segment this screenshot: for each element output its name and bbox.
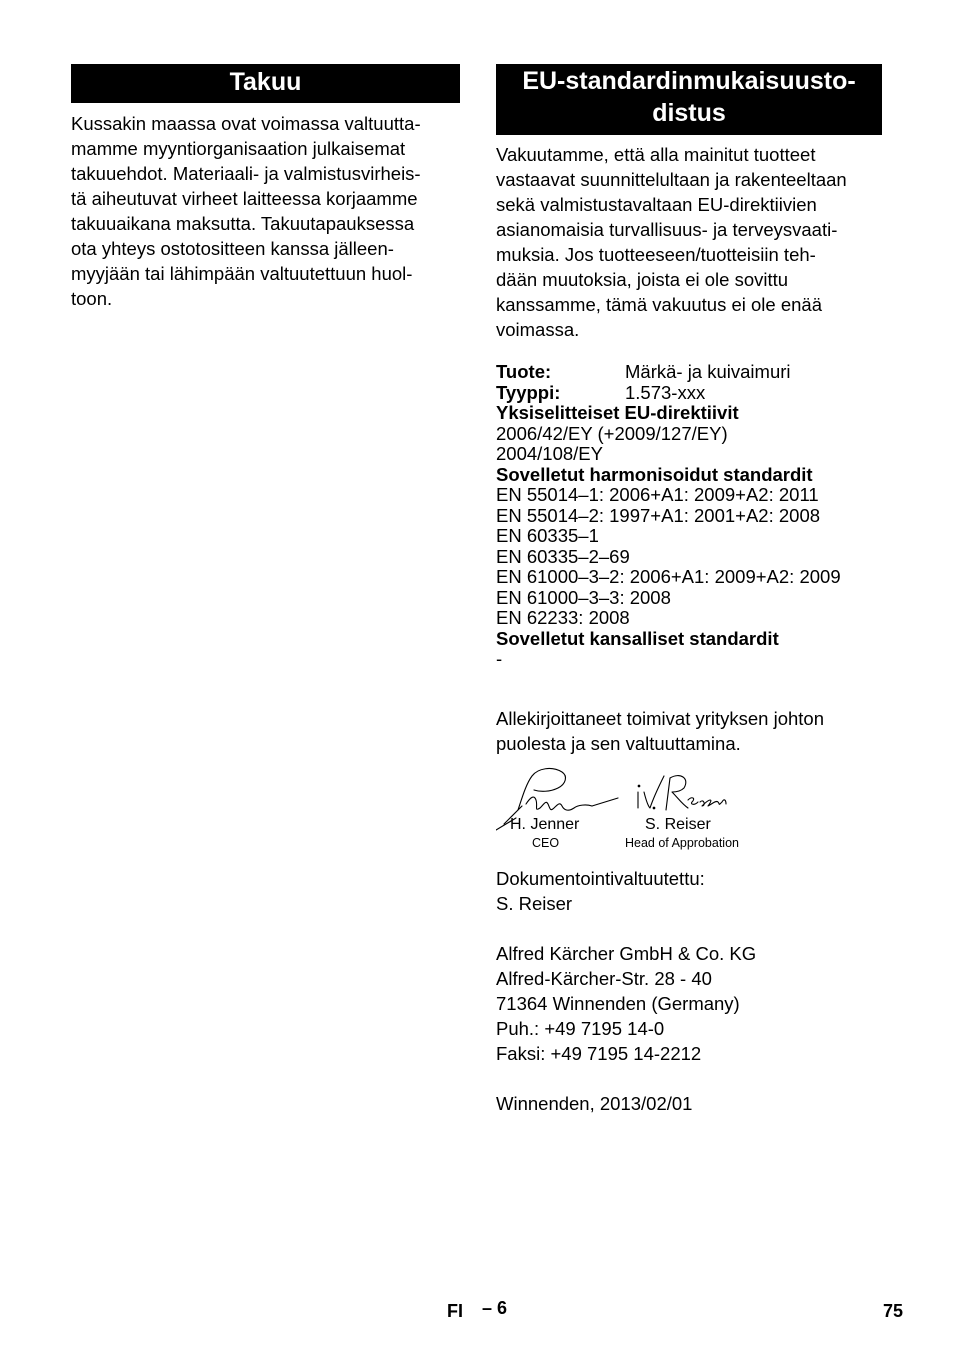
eu-declaration-heading <box>496 64 882 135</box>
directive-item: 2006/42/EY (+2009/127/EY) <box>496 422 728 444</box>
standard-item: EN 62233: 2008 <box>496 607 630 628</box>
standard-item: EN 60335–2–69 <box>496 545 630 567</box>
address-line: Puh.: +49 7195 14-0 <box>496 1018 665 1039</box>
directive-item: 2004/108/EY <box>496 443 603 464</box>
signer2-name: S. Reiser <box>645 816 711 833</box>
standard-item: EN 55014–1: 2006+A1: 2009+A2: 2011 <box>496 484 819 505</box>
eu-heading-line: distus <box>652 99 726 127</box>
signer2-role: Head of Approbation <box>625 836 739 850</box>
product-details <box>496 362 896 670</box>
company-address <box>496 941 886 1066</box>
intro-line: sekä valmistustavaltaan EU-direktiivien <box>496 194 817 215</box>
eu-heading-line: EU-standardinmukaisuusto- <box>522 67 856 95</box>
address-line: Alfred-Kärcher-Str. 28 - 40 <box>496 968 712 989</box>
warranty-line: toon. <box>71 288 113 309</box>
signers-line: puolesta ja sen valtuuttamina. <box>496 733 741 754</box>
signer1-role: CEO <box>532 836 560 850</box>
intro-line: vastaavat suunnittelultaan ja rakenteeltaan <box>496 169 847 190</box>
product-value: Märkä- ja kuivaimuri <box>625 361 791 382</box>
intro-line: asianomaisia turvallisuus- ja terveysvaati- <box>496 219 838 240</box>
warranty-line: ota yhteys ostotositteen kanssa jälleen- <box>71 238 394 259</box>
declaration-intro <box>496 142 886 342</box>
signers-line: Allekirjoittaneet toimivat yrityksen johton <box>496 708 825 729</box>
national-standards-heading: Sovelletut kansalliset standardit <box>496 627 779 649</box>
type-value: 1.573-xxx <box>625 381 706 403</box>
harmonised-standards-heading: Sovelletut harmonisoidut standardit <box>496 463 813 485</box>
address-line: 71364 Winnenden (Germany) <box>496 993 740 1014</box>
address-line: Alfred Kärcher GmbH & Co. KG <box>496 943 757 964</box>
signers-statement <box>496 706 886 756</box>
signature-block <box>496 762 776 858</box>
warranty-line: mamme myyntiorganisaation julkaisemat <box>71 138 406 159</box>
footer-page-number: 75 <box>883 1301 904 1321</box>
national-standards-value: - <box>496 648 503 669</box>
intro-line: voimassa. <box>496 319 580 340</box>
documentation-representative <box>496 866 886 916</box>
warranty-line: Kussakin maassa ovat voimassa valtuutta- <box>71 113 421 134</box>
footer-language-code: FI <box>447 1301 463 1321</box>
signer1-name: H. Jenner <box>510 816 580 833</box>
intro-line: muksia. Jos tuotteeseen/tuotteisiin teh- <box>496 244 816 265</box>
directives-heading: Yksiselitteiset EU-direktiivit <box>496 402 739 423</box>
standard-item: EN 55014–2: 1997+A1: 2001+A2: 2008 <box>496 504 821 526</box>
warranty-line: takuuaikana maksutta. Takuutapauksessa <box>71 213 415 234</box>
address-line: Faksi: +49 7195 14-2212 <box>496 1043 702 1064</box>
standard-item: EN 60335–1 <box>496 525 599 546</box>
signature-reiser <box>638 776 726 810</box>
footer-section-page: – 6 <box>482 1298 508 1318</box>
warranty-line: tä aiheutuvat virheet laitteessa korjaamme <box>71 188 418 209</box>
product-label: Tuote: <box>496 361 552 382</box>
type-label: Tyyppi: <box>496 381 561 403</box>
product-row <box>496 362 896 383</box>
intro-line: dään muutoksia, joista ei ole sovittu <box>496 269 789 290</box>
warranty-text <box>71 111 463 311</box>
warranty-line: takuuehdot. Materiaali- ja valmistusvirheis- <box>71 163 421 184</box>
place-and-date: Winnenden, 2013/02/01 <box>496 1093 693 1114</box>
type-row <box>496 383 896 404</box>
standard-item: EN 61000–3–3: 2008 <box>496 586 671 608</box>
intro-line: Vakuutamme, että alla mainitut tuotteet <box>496 144 816 165</box>
warranty-heading: Takuu <box>71 64 460 103</box>
standard-item: EN 61000–3–2: 2006+A1: 2009+A2: 2009 <box>496 566 841 587</box>
warranty-line: myyjään tai lähimpään valtuutettuun huol- <box>71 263 413 284</box>
doc-rep-line: Dokumentointivaltuutettu: <box>496 868 705 889</box>
intro-line: kanssamme, tämä vakuutus ei ole enää <box>496 294 822 315</box>
doc-rep-line: S. Reiser <box>496 893 573 914</box>
